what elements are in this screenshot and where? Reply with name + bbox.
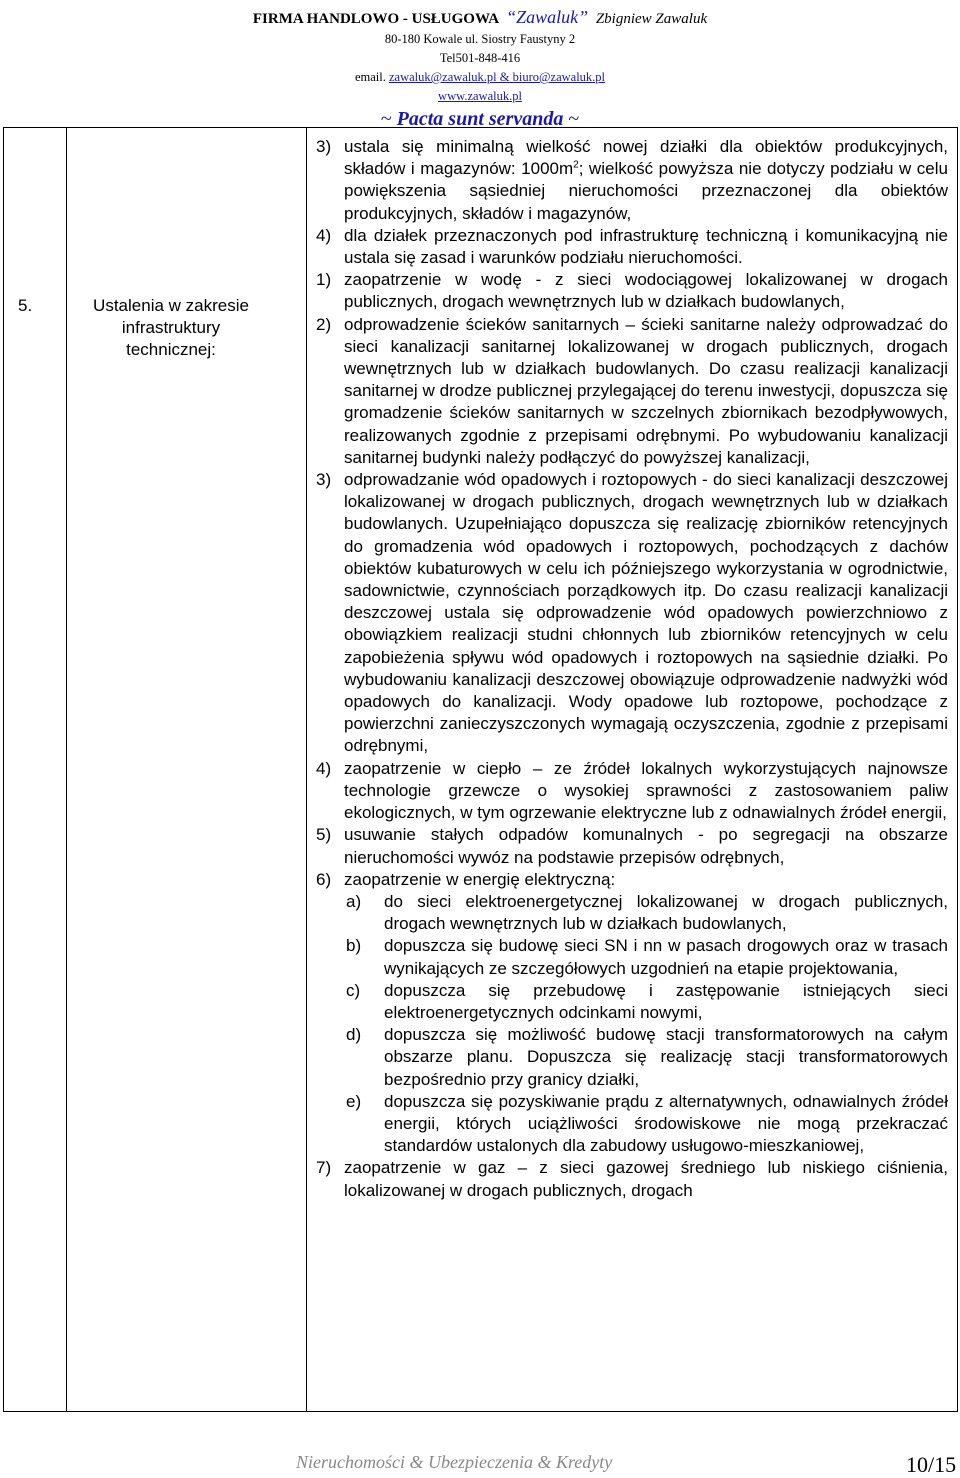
sub-item-letter: a) [346,891,362,911]
item-text: usuwanie stałych odpadów komunalnych - po segregacji na obszarze nieruchomości wywóz na podstawie przepisów odrębnych, [344,825,948,867]
item-text: zaopatrzenie w ciepło – ze źródeł lokalnych wykorzystujących najnowsze technologie grzewcze o wysokiej sprawności z zastosowaniem paliw ekologicznych, w tym ogrzewanie elektryczne lub z odnawialnych źródeł energii, [344,758,948,823]
item-number: 4) [316,225,332,245]
item-number: 3) [316,470,332,490]
item-text: zaopatrzenie w energię elektryczną: [344,869,616,889]
sub-list-item [346,1024,948,1091]
sub-item-text: dopuszcza się pozyskiwanie prądu z alternatywnych, odnawialnych źródeł energii, których uciążliwości środowiskowe nie mogą przekraczać standardów ustalonych dla zabudowy usługowo-mieszkaniowej, [384,1091,948,1156]
sub-item-text: do sieci elektroenergetycznej lokalizowanej w drogach publicznych, drogach wewnętrznych lub w działkach budowlanych, [384,891,948,934]
list-item [316,469,948,758]
sub-item-text: dopuszcza się budowę sieci SN i nn w pasach drogowych oraz w trasach wynikających ze szczegółowych uzgodnień na etapie projektowania, [384,936,948,978]
company-logo-script: “Zawaluk” [506,7,589,27]
superscript: 2 [573,159,579,171]
list-item [316,225,948,269]
item-number: 3) [316,137,332,156]
section-content [316,136,948,1202]
list-item [316,1157,948,1201]
list-item [316,758,948,825]
sub-item-letter: e) [346,1091,362,1111]
sub-list-item [346,1091,948,1158]
item-number: 7) [316,1158,332,1178]
list-item [316,136,948,225]
column-divider [306,128,307,1411]
company-address: 80-180 Kowale ul. Siostry Faustyny 2 [384,32,576,46]
website-line [0,87,960,106]
list-item [316,869,948,891]
item-number: 6) [316,869,332,889]
item-number: 5) [316,825,332,845]
item-text-part: ; wielkość powyższa nie dotyczy podziału w celu powiększenia sąsiedniej nieruchomości przeznaczonej dla obiektów produkcyjnych, składów i magazynów, [344,159,948,223]
motto-text: Pacta sunt servanda [396,108,564,130]
section-number: 5. [18,296,33,315]
item-text: dla działek przeznaczonych pod infrastrukturę techniczną i komunikacyjną nie ustala się zasad i warunków podziału nieruchomości. [344,225,948,268]
email-link[interactable]: zawaluk@zawaluk.pl & biuro@zawaluk.pl [389,70,606,84]
company-line [0,6,960,30]
sub-list-item [346,980,948,1024]
item-number: 4) [316,758,332,778]
website-link[interactable]: www.zawaluk.pl [438,89,522,103]
list-item [316,824,948,868]
sub-list-item [346,935,948,979]
item-text: odprowadzanie wód opadowych i roztopowych - do sieci kanalizacji deszczowej lokalizowanej w drogach publicznych, drogach wewnętrznych lub w działkach budowlanych. Uzupełniająco dopuszcza się realizację zbiorników retencyjnych do gromadzenia wód opadowych i roztopowych, pochodzących z dachów obiektów kubaturowych w celu ich późniejszego wykorzystania w ogrodnictwie, sadownictwie, czynnościach porządkowych itp. Do czasu realizacji kanalizacji deszczowej ustala się odprowadzenie wód opadowych powierzchniowo z obowiązkiem realizacji studni chłonnych lub zbiorników retencyjnych w celu zapobieżenia spływu wód opadowych i roztopowych na sąsiednie działki. Po wybudowaniu kanalizacji deszczowej obowiązuje odprowadzenie nadwyżki wód opadowych do kanalizacji. Wody opadowe lub roztopowe, pochodzące z powierzchni zanieczyszczonych wymagają oczyszczenia, zgodnie z przepisami odrębnymi, [344,470,948,756]
flourish-right-icon: ~ [568,108,580,130]
document-table [3,127,958,1412]
company-prefix: FIRMA HANDLOWO - USŁUGOWA [252,11,499,27]
sub-list-item [346,891,948,935]
item-text: odprowadzenie ścieków sanitarnych – ścieki sanitarne należy odprowadzać do sieci kanalizacji sanitarnej lokalizowanej w drogach publicznych, drogach wewnętrznych lub w działkach budowlanych. Do czasu realizacji kanalizacji sanitarnej w drodze publicznej przylegającej do terenu inwestycji, dopuszcza się gromadzenie ścieków sanitarnych w szczelnych zbiornikach bezodpływowych, realizowanych zgodnie z przepisami odrębnymi. Po wybudowaniu kanalizacji sanitarnej budynki należy podłączyć do powyższej kanalizacji, [344,314,948,467]
item-number: 2) [316,314,332,334]
item-number: 1) [316,270,332,290]
sub-item-text: dopuszcza się przebudowę i zastępowanie istniejących sieci elektroenergetycznych odcinkami nowymi, [384,980,948,1022]
company-phone: Tel501-848-416 [439,51,521,65]
sub-item-letter: b) [346,936,362,956]
company-owner: Zbigniew Zawaluk [595,11,708,27]
item-text: zaopatrzenie w gaz – z sieci gazowej średniego lub niskiego ciśnienia, lokalizowanej w drogach publicznych, drogach [344,1158,948,1200]
item-text [344,136,948,225]
company-email-line [0,68,960,87]
footer-text: Nieruchomości & Ubezpieczenia & Kredyty [296,1452,613,1472]
email-label: email. [354,70,386,84]
list-item [316,269,948,313]
sub-item-text: dopuszcza się możliwość budowę stacji transformatorowych na całym obszarze planu. Dopuszcza się realizację stacji transformatorowych bezpośrednio przy granicy działki, [384,1025,948,1089]
sub-item-letter: d) [346,1025,362,1045]
item-text-part: ustala się minimalną wielkość nowej działki dla obiektów produkcyjnych, składów i magazynów: 1000m [344,137,948,179]
page-number: 10/15 [906,1452,957,1477]
column-divider [66,128,67,1411]
section-label: Ustalenia w zakresie infrastruktury technicznej: [93,296,249,359]
letterhead [0,6,960,132]
item-text: zaopatrzenie w wodę - z sieci wodociągowej lokalizowanej w drogach publicznych, drogach wewnętrznych lub w działkach budowlanych, [344,270,948,312]
list-item [316,314,948,469]
sub-item-letter: c) [346,980,361,1000]
flourish-left-icon: ~ [380,108,392,130]
